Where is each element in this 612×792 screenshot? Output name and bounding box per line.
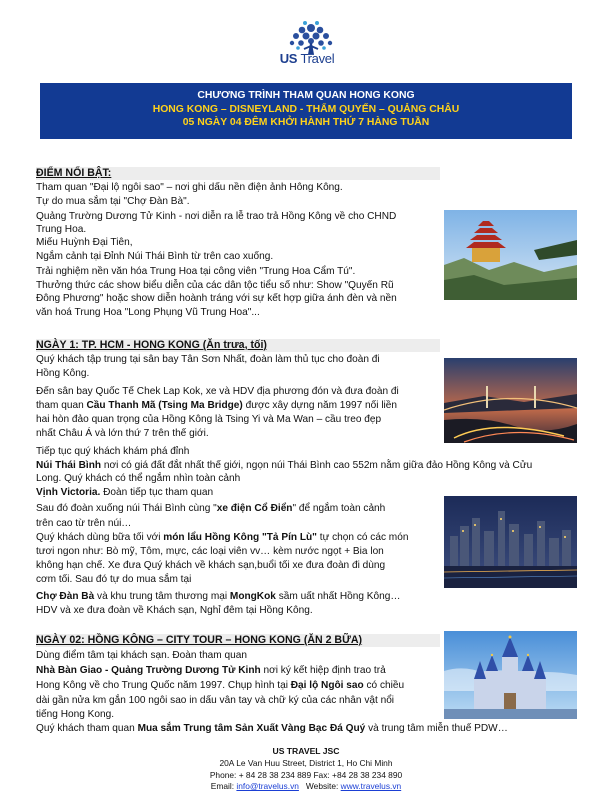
day2-line: tiếng Hong Kong. bbox=[36, 709, 115, 720]
day1-line: HDV và xe đưa đoàn về Khách sạn, Nghỉ đêm tại Hồng Kông. bbox=[36, 605, 313, 616]
highlight-line: Thưởng thức các show biểu diễn của các dân tộc tiểu số như: Show "Quyến Rũ bbox=[36, 280, 394, 291]
victoria-harbour-photo bbox=[444, 496, 577, 588]
day1-line: Sau đó đoàn xuống núi Thái Bình cùng "xe điện Cổ Điển" để ngắm toàn cảnh bbox=[36, 503, 386, 514]
bridge-photo bbox=[444, 358, 577, 443]
day1-line: không hạn chế. Xe đưa Quý khách về khách sạn,buổi tối xe đưa đoàn đi dùng bbox=[36, 560, 386, 571]
day2-line: Quý khách tham quan Mua sắm Trung tâm Sản Xuất Vàng Bạc Đá Quý và trung tâm miễn thuế PDW… bbox=[36, 723, 508, 734]
pagoda-photo bbox=[444, 210, 577, 300]
day2-heading: NGÀY 02: HỒNG KÔNG – CITY TOUR – HONG KONG (ĂN 2 BỮA) bbox=[36, 634, 363, 646]
day1-line: tươi ngon như: Bò mỹ, Tôm, mực, các loại viên vv… kèm nước ngọt + Bia lon bbox=[36, 546, 384, 557]
footer-contact: Email: info@travelus.vn Website: www.travelus.vn bbox=[210, 781, 402, 791]
title-banner bbox=[40, 83, 572, 139]
footer-company: US TRAVEL JSC bbox=[272, 746, 340, 756]
day1-line: Quý khách tập trung tại sân bay Tân Sơn Nhất, đoàn làm thủ tục cho đoàn đi bbox=[36, 354, 380, 365]
day1-line: trên cao từ trên núi… bbox=[36, 518, 132, 529]
logo-wordmark: US Travel bbox=[279, 51, 335, 66]
website-link[interactable]: www.travelus.vn bbox=[340, 781, 402, 791]
day2-line: Hong Kông về cho Trung Quốc năm 1997. Chụp hình tại Đại lộ Ngôi sao có chiều bbox=[36, 680, 405, 691]
banner-line-2: HONG KONG – DISNEYLAND - THẨM QUYẾN – QUẢNG CHÂU bbox=[152, 103, 460, 115]
highlight-line: Ngắm cảnh tại Đỉnh Núi Thái Bình từ trên cao xuống. bbox=[36, 251, 274, 262]
email-link[interactable]: info@travelus.vn bbox=[236, 781, 299, 791]
day1-line: Hồng Kông. bbox=[36, 368, 90, 379]
highlights-heading: ĐIỂM NỔI BẬT: bbox=[36, 167, 112, 179]
highlight-line: Trung Hoa. bbox=[36, 224, 87, 235]
day1-line: cơm tối. Sau đó tự do mua sắm tại bbox=[36, 574, 192, 585]
footer-phone: Phone: + 84 28 38 234 889 Fax: +84 28 38 234 890 bbox=[209, 770, 403, 780]
footer-address: 20A Le Van Huu Street, District 1, Ho Chi Minh bbox=[219, 758, 393, 768]
day2-line: dài gần nửa km gắn 100 ngôi sao in dấu vân tay và chữ ký của các nhân vật nổi bbox=[36, 695, 395, 706]
day1-line: nhất Châu Á và lớn thứ 7 trên thế giới. bbox=[36, 428, 209, 439]
banner-line-1: CHƯƠNG TRÌNH THAM QUAN HONG KONG bbox=[197, 90, 415, 101]
highlight-line: Đông Phương" hoặc show diễn hoành tráng với sự kết hợp giữa ánh đèn và nền bbox=[36, 293, 397, 304]
day2-line: Nhà Bàn Giao - Quảng Trường Dương Tử Kinh nơi ký kết hiệp định trao trả bbox=[36, 665, 386, 676]
day2-line: Dùng điểm tâm tại khách sạn. Đoàn tham quan bbox=[36, 650, 247, 661]
day1-line: Tiếp tục quý khách khám phá đỉnh bbox=[36, 446, 190, 457]
highlight-line: Tự do mua sắm tại "Chợ Đàn Bà". bbox=[36, 196, 190, 207]
day1-line: Chợ Đàn Bà và khu trung tâm thương mại MongKok sầm uất nhất Hồng Kông… bbox=[36, 591, 401, 602]
disneyland-castle-photo bbox=[444, 631, 577, 719]
day1-line: Vịnh Victoria. Đoàn tiếp tục tham quan bbox=[36, 487, 214, 498]
day1-line: Quý khách dùng bữa tối với món lẩu Hồng Kông "Tả Pín Lù" tự chọn có các món bbox=[36, 532, 409, 543]
day1-line: Núi Thái Bình nơi có giá đất đắt nhất thế giới, ngọn núi Thái Bình cao 552m nằm giữa đảo Hồng Kông và Cửu bbox=[36, 460, 533, 471]
day1-line: Đến sân bay Quốc Tế Chek Lap Kok, xe và HDV địa phương đón và đưa đoàn đi bbox=[36, 386, 399, 397]
day1-line: tham quan Cầu Thanh Mã (Tsing Ma Bridge) được xây dựng năm 1997 nối liền bbox=[36, 400, 398, 411]
day1-line: Long. Quý khách có thể ngắm nhìn toàn cảnh bbox=[36, 473, 241, 484]
highlight-line: văn hoá Trung Hoa "Long Phụng Vũ Trung Hoa"... bbox=[36, 307, 260, 318]
highlight-line: Quảng Trường Dương Tử Kinh - nơi diễn ra lễ trao trả Hồng Kông về cho CHND bbox=[36, 211, 397, 222]
highlight-line: Miếu Huỳnh Đại Tiên, bbox=[36, 237, 133, 248]
day1-line: hai hòn đảo quan trọng của Hồng Kông là Tsing Yi và Ma Wan – cầu treo đẹp bbox=[36, 414, 382, 425]
banner-line-3: 05 NGÀY 04 ĐÊM KHỞI HÀNH THỨ 7 HÀNG TUẦN bbox=[182, 117, 430, 128]
day1-heading: NGÀY 1: TP. HCM - HONG KONG (Ăn trưa, tối) bbox=[36, 339, 267, 351]
highlight-line: Tham quan "Đại lộ ngôi sao" – nơi ghi dấu nền điện ảnh Hông Kông. bbox=[36, 182, 343, 193]
highlight-line: Trải nghiệm nền văn hóa Trung Hoa tại công viên "Trung Hoa Cẩm Tú". bbox=[36, 266, 356, 277]
